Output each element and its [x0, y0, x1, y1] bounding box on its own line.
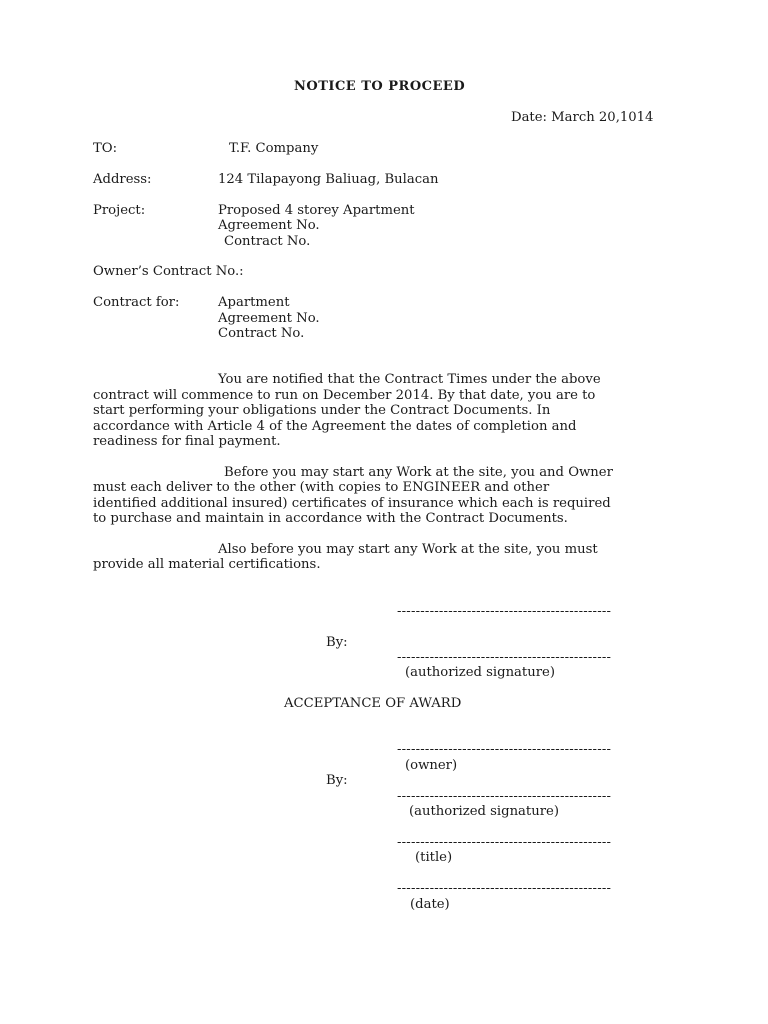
- paragraph-line: must each deliver to the other (with copies to ENGINEER and other: [93, 480, 550, 495]
- to-value: T.F. Company: [229, 141, 319, 156]
- authorized-signature-caption: (authorized signature): [409, 804, 559, 819]
- by-label: By:: [326, 635, 348, 650]
- paragraph-line: Also before you may start any Work at the site, you must: [218, 542, 598, 557]
- signature-line: ----------------------------------------------: [397, 881, 612, 896]
- project-line: Agreement No.: [218, 218, 320, 233]
- contract-for-line: Contract No.: [218, 326, 305, 341]
- paragraph-line: Before you may start any Work at the site, you and Owner: [224, 465, 613, 480]
- contract-for-label: Contract for:: [93, 295, 180, 310]
- project-label: Project:: [93, 203, 146, 218]
- by-label: By:: [326, 773, 348, 788]
- to-label: TO:: [93, 141, 118, 156]
- contract-for-line: Apartment: [218, 295, 290, 310]
- signature-line: ----------------------------------------------: [397, 650, 612, 665]
- authorized-signature-caption: (authorized signature): [405, 665, 555, 680]
- paragraph-line: contract will commence to run on December 2014. By that date, you are to: [93, 388, 596, 403]
- paragraph-line: to purchase and maintain in accordance with the Contract Documents.: [93, 511, 568, 526]
- signature-line: ----------------------------------------------: [397, 789, 612, 804]
- project-line: Contract No.: [224, 234, 311, 249]
- paragraph-line: accordance with Article 4 of the Agreement the dates of completion and: [93, 419, 577, 434]
- paragraph-line: start performing your obligations under the Contract Documents. In: [93, 403, 551, 418]
- title-caption: (title): [415, 850, 453, 865]
- acceptance-heading: ACCEPTANCE OF AWARD: [284, 696, 462, 711]
- address-label: Address:: [93, 172, 152, 187]
- paragraph-line: readiness for final payment.: [93, 434, 281, 449]
- paragraph-line: You are notified that the Contract Times under the above: [218, 372, 601, 387]
- signature-line: ----------------------------------------------: [397, 835, 612, 850]
- project-line: Proposed 4 storey Apartment: [218, 203, 415, 218]
- signature-line: ----------------------------------------------: [397, 604, 612, 619]
- date-line: Date: March 20,1014: [511, 110, 654, 125]
- owners-contract-label: Owner’s Contract No.:: [93, 264, 244, 279]
- owner-caption: (owner): [405, 758, 458, 773]
- date-caption: (date): [410, 897, 450, 912]
- paragraph-line: provide all material certifications.: [93, 557, 321, 572]
- document-title: NOTICE TO PROCEED: [294, 79, 466, 94]
- signature-line: ----------------------------------------------: [397, 742, 612, 757]
- contract-for-line: Agreement No.: [218, 311, 320, 326]
- paragraph-line: identified additional insured) certificates of insurance which each is required: [93, 496, 611, 511]
- address-value: 124 Tilapayong Baliuag, Bulacan: [218, 172, 439, 187]
